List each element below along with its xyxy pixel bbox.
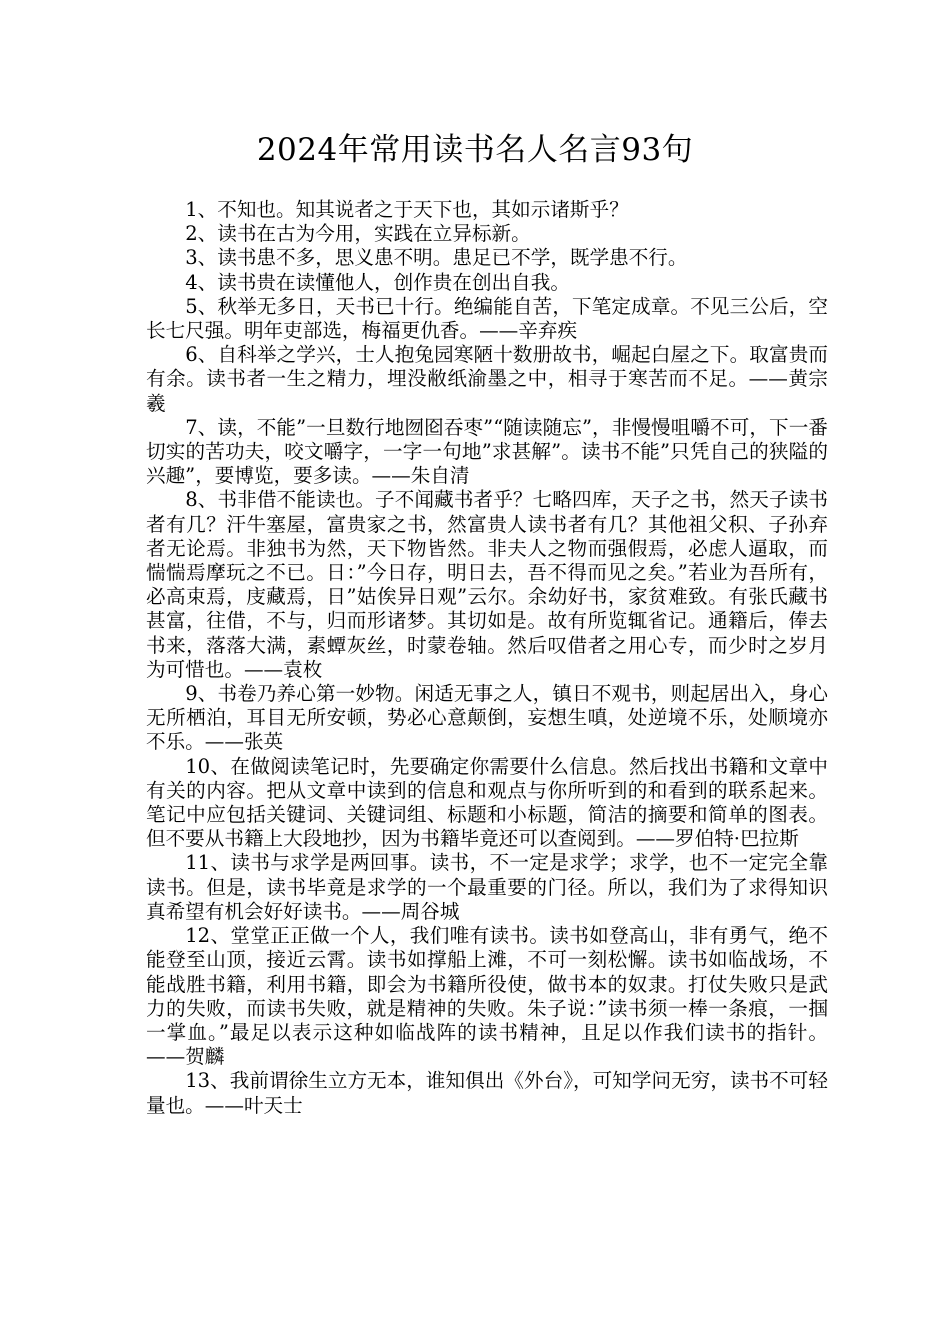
quote-paragraph-1: 1、不知也。知其说者之于天下也，其如示诸斯乎？ <box>185 198 629 221</box>
document-body <box>146 198 828 1118</box>
quote-paragraph-11: 11、读书与求学是两回事。读书，不一定是求学；求学，也不一定完全靠读书。但是，读书毕竟是求学的一个最重要的门径。所以，我们为了求得知识真希望有机会好好读书。——周谷城 <box>146 851 828 923</box>
quote-paragraph-10: 10、在做阅读笔记时，先要确定你需要什么信息。然后找出书籍和文章中有关的内容。把从文章中读到的信息和观点与你所听到的和看到的联系起来。笔记中应包括关键词、关键词组、标题和小标题，简洁的摘要和简单的图表。但不要从书籍上大段地抄，因为书籍毕竟还可以查阅到。——罗伯特·巴拉斯 <box>146 754 828 851</box>
quote-paragraph-2: 2、读书在古为今用，实践在立异标新。 <box>185 222 531 246</box>
quote-paragraph-9: 9、书卷乃养心第一妙物。闲适无事之人，镇日不观书，则起居出入，身心无所栖泊，耳目无所安顿，势必心意颠倒，妄想生嗔，处逆境不乐，处顺境亦不乐。——张英 <box>146 682 828 754</box>
quote-paragraph-12: 12、堂堂正正做一个人，我们唯有读书。读书如登高山，非有勇气，绝不能登至山顶，接近云霄。读书如撑船上滩，不可一刻松懈。读书如临战场，不能战胜书籍，利用书籍，即会为书籍所役使，做书本的奴隶。打仗失败只是武力的失败，而读书失败，就是精神的失败。朱子说：”读书须一棒一条痕，一掴一掌血。”最足以表示这种如临战阵的读书精神，且足以作我们读书的指针。——贺麟 <box>146 924 828 1069</box>
quote-paragraph-7: 7、读，不能”一旦数行地囫囵吞枣”“随读随忘”，非慢慢咀嚼不可，下一番切实的苦功夫，咬文嚼字，一字一句地”求甚解”。读书不能”只凭自己的狭隘的兴趣”，要博览，要多读。——朱自清 <box>146 415 828 488</box>
quote-paragraph-8: 8、书非借不能读也。子不闻藏书者乎？七略四库，天子之书，然天子读书者有几？汗牛塞屋，富贵家之书，然富贵人读书者有几？其他祖父积、子孙弃者无论焉。非独书为然，天下物皆然。非夫人之物而强假焉，必虑人逼取，而惴惴焉摩玩之不已。日：”今日存，明日去，吾不得而见之矣。”若业为吾所有，必高束焉，庋藏焉，日”姑俟异日观”云尔。余幼好书，家贫难致。有张氏藏书甚富，往借，不与，归而形诸梦。其切如是。故有所览辄省记。通籍后，俸去书来，落落大满，素蟫灰丝，时蒙卷轴。然后叹借者之用心专，而少时之岁月为可惜也。——袁枚 <box>146 488 828 681</box>
quote-paragraph-5: 5、秋举无多日，天书已十行。绝编能自苦，下笔定成章。不见三公后，空长七尺强。明年吏部选，梅福更仇香。——辛弃疾 <box>146 294 828 343</box>
quote-paragraph-4: 4、读书贵在读懂他人，创作贵在创出自我。 <box>185 270 570 294</box>
document-title: 2024年常用读书名人名言93句 <box>256 132 694 168</box>
quote-paragraph-3: 3、读书患不多，思义患不明。患足已不学，既学患不行。 <box>185 246 688 270</box>
quote-paragraph-6: 6、自科举之学兴，士人抱兔园寒陋十数册故书，崛起白屋之下。取富贵而有余。读书者一生之精力，埋没敝纸渝墨之中，相寻于寒苦而不足。——黄宗羲 <box>146 343 828 415</box>
quote-paragraph-13: 13、我前谓徐生立方无本，谁知俱出《外台》，可知学问无穷，读书不可轻量也。——叶天士 <box>146 1069 828 1117</box>
